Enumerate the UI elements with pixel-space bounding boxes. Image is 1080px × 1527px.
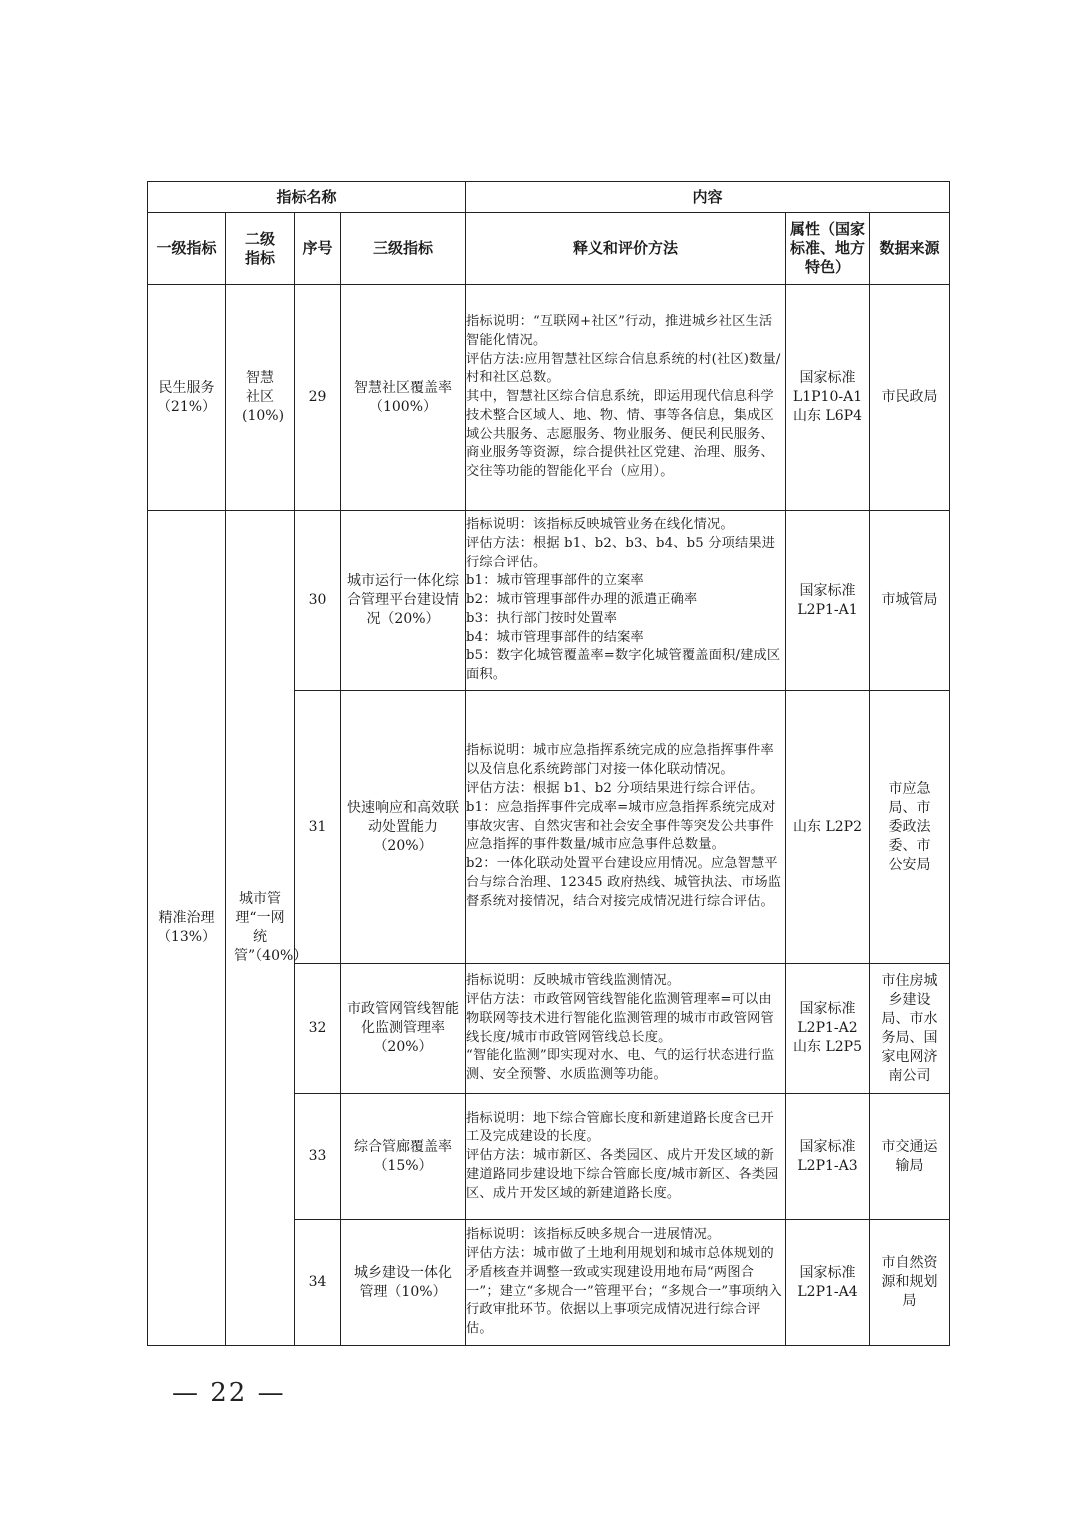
table-row xyxy=(148,511,950,691)
attr-cell xyxy=(786,1094,870,1220)
attr-line: L2P1-A3 xyxy=(797,1157,858,1174)
source-cell: 市住房城乡建设局、市水务局、国家电网济南公司 xyxy=(870,964,950,1094)
level2-cell: 城市管理“一网统管”（40%） xyxy=(226,511,295,1346)
desc-line: 评估方法：城市做了土地利用规划和城市总体规划的矛盾核查并调整一致或实现建设用地布局“两图合一”；建立“多规合一”管理平台；“多规合一”事项纳入行政审批环节。依据以上事项完成情况进行综合评估。 xyxy=(466,1245,782,1337)
desc-line: 评估方法：根据 b1、b2 分项结果进行综合评估。 xyxy=(466,781,764,796)
level2-cell: 智慧社区(10%) xyxy=(226,285,295,511)
attr-line: 国家标准 xyxy=(799,582,856,599)
desc-line: 指标说明：地下综合管廊长度和新建道路长度含已开工及完成建设的长度。 xyxy=(466,1110,774,1145)
desc-line: b1：应急指挥事件完成率=城市应急指挥系统完成对事故灾害、自然灾害和社会安全事件等突发公共事件应急指挥的事件数量/城市应急事件总数量。 xyxy=(466,799,776,853)
header-attribute: 属性（国家标准、地方特色） xyxy=(786,213,870,285)
header-level3: 三级指标 xyxy=(341,213,466,285)
attr-cell xyxy=(786,511,870,691)
level1-cell: 民生服务（21%） xyxy=(148,285,226,511)
attr-cell xyxy=(786,285,870,511)
attr-line: L2P1-A1 xyxy=(797,601,858,618)
source-cell: 市民政局 xyxy=(870,285,950,511)
desc-line: 指标说明：城市应急指挥系统完成的应急指挥事件率以及信息化系统跨部门对接一体化联动情况。 xyxy=(466,743,774,778)
attr-line: L2P1-A4 xyxy=(797,1283,858,1300)
source-cell: 市城管局 xyxy=(870,511,950,691)
source-cell: 市交通运输局 xyxy=(870,1094,950,1220)
desc-line: 指标说明：反映城市管线监测情况。 xyxy=(466,973,681,989)
level3-cell: 市政管网管线智能化监测管理率（20%） xyxy=(341,964,466,1094)
header-source: 数据来源 xyxy=(870,213,950,285)
attr-line: 山东 L2P2 xyxy=(793,818,862,835)
desc-line: 评估方法:应用智慧社区综合信息系统的村(社区)数量/村和社区总数。 xyxy=(466,351,781,386)
desc-line: b2：一体化联动处置平台建设应用情况。应急智慧平台与综合治理、12345 政府热线、城管执法、市场监督系统对接情况，结合对接完成情况进行综合评估。 xyxy=(466,856,782,909)
attr-line: 国家标准 xyxy=(799,1264,856,1281)
attr-cell xyxy=(786,691,870,964)
header-seq: 序号 xyxy=(295,213,341,285)
desc-cell xyxy=(466,285,786,511)
header-content: 内容 xyxy=(466,182,950,213)
desc-line: 指标说明：该指标反映多规合一进展情况。 xyxy=(466,1227,721,1243)
attr-line: 山东 L6P4 xyxy=(793,408,862,424)
level3-cell: 城市运行一体化综合管理平台建设情况（20%） xyxy=(341,511,466,691)
header-level1: 一级指标 xyxy=(148,213,226,285)
header-method: 释义和评价方法 xyxy=(466,213,786,285)
desc-line: 指标说明：该指标反映城管业务在线化情况。 xyxy=(466,516,734,532)
level1-cell: 精准治理（13%） xyxy=(148,511,226,1346)
attr-line: 国家标准 xyxy=(799,1138,856,1155)
level3-cell: 城乡建设一体化管理（10%） xyxy=(341,1220,466,1346)
desc-line: b5：数字化城管覆盖率=数字化城管覆盖面积/建成区面积。 xyxy=(466,648,781,683)
seq-cell: 30 xyxy=(295,511,341,691)
desc-cell xyxy=(466,964,786,1094)
desc-line: b3：执行部门按时处置率 xyxy=(466,610,618,626)
source-cell: 市自然资源和规划局 xyxy=(870,1220,950,1346)
page-number: — 22 — xyxy=(172,1378,286,1408)
attr-line: 国家标准 xyxy=(799,1001,856,1017)
desc-line: 评估方法：城市新区、各类园区、成片开发区域的新建道路同步建设地下综合管廊长度/城市新区、各类园区、成片开发区域的新建道路长度。 xyxy=(466,1148,779,1201)
indicator-table xyxy=(147,181,950,1346)
attr-line: L2P1-A2 xyxy=(797,1020,858,1036)
desc-line: “智能化监测”即实现对水、电、气的运行状态进行监测、安全预警、水质监测等功能。 xyxy=(466,1048,775,1083)
level3-cell: 快速响应和高效联动处置能力（20%） xyxy=(341,691,466,964)
table-row xyxy=(148,285,950,511)
desc-line: 评估方法：市政管网管线智能化监测管理率=可以由物联网等技术进行智能化监测管理的城市市政管网管线长度/城市市政管网管线总长度。 xyxy=(466,991,774,1045)
attr-cell xyxy=(786,964,870,1094)
header-indicator-name: 指标名称 xyxy=(148,182,466,213)
seq-cell: 29 xyxy=(295,285,341,511)
desc-line: 指标说明：“互联网+社区”行动，推进城乡社区生活智能化情况。 xyxy=(466,313,773,348)
desc-cell xyxy=(466,511,786,691)
desc-cell xyxy=(466,1220,786,1346)
level3-cell: 智慧社区覆盖率（100%） xyxy=(341,285,466,511)
desc-line: b1：城市管理事部件的立案率 xyxy=(466,573,644,589)
header-level2: 二级指标 xyxy=(226,213,295,285)
seq-cell: 34 xyxy=(295,1220,341,1346)
attr-line: 国家标准 xyxy=(799,370,856,386)
desc-cell xyxy=(466,691,786,964)
seq-cell: 31 xyxy=(295,691,341,964)
desc-cell xyxy=(466,1094,786,1220)
attr-line: L1P10-A1 xyxy=(792,389,863,405)
attr-line: 山东 L2P5 xyxy=(793,1039,862,1055)
seq-cell: 32 xyxy=(295,964,341,1094)
desc-line: b4：城市管理事部件的结案率 xyxy=(466,629,644,645)
desc-line: 评估方法：根据 b1、b2、b3、b4、b5 分项结果进行综合评估。 xyxy=(466,535,776,570)
attr-cell xyxy=(786,1220,870,1346)
seq-cell: 33 xyxy=(295,1094,341,1220)
source-cell: 市应急局、市委政法委、市公安局 xyxy=(870,691,950,964)
desc-line: b2：城市管理事部件办理的派遣正确率 xyxy=(466,592,698,608)
level3-cell: 综合管廊覆盖率（15%） xyxy=(341,1094,466,1220)
desc-line: 其中，智慧社区综合信息系统，即运用现代信息科学技术整合区域人、地、物、情、事等各信息，集成区域公共服务、志愿服务、物业服务、便民利民服务、商业服务等资源，综合提供社区党建、治理、服务、交往等功能的智能化平台（应用）。 xyxy=(466,389,774,480)
